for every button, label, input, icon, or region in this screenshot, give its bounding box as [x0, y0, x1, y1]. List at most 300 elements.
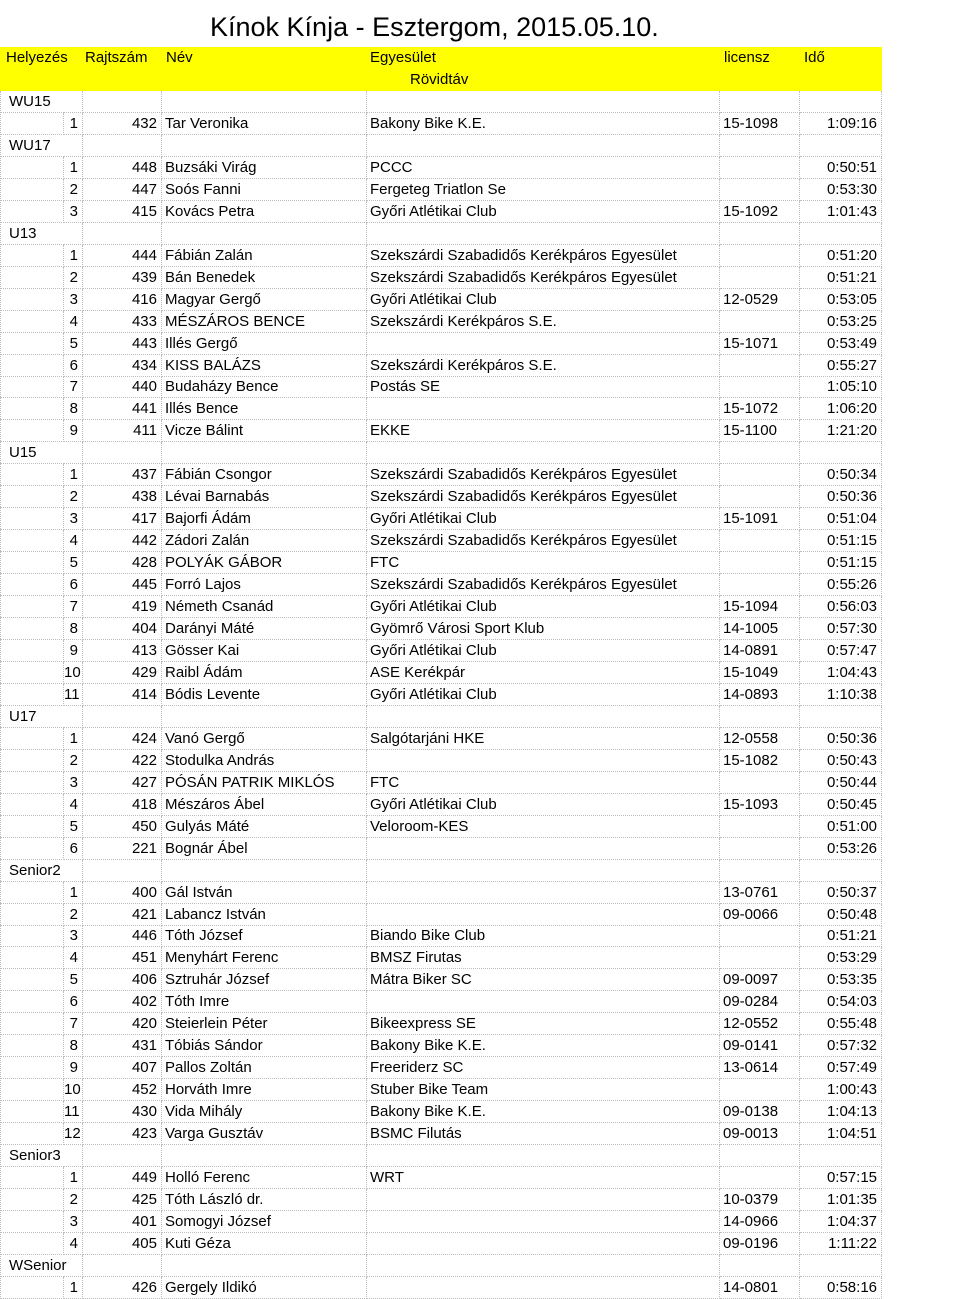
license-cell	[720, 1079, 800, 1101]
club-cell: Biando Bike Club	[367, 925, 720, 947]
name-cell: MÉSZÁROS BENCE	[162, 311, 367, 333]
license-cell: 14-0966	[720, 1211, 800, 1233]
subtitle: Rövidtáv	[410, 71, 469, 88]
name-cell: Vicze Bálint	[162, 420, 367, 442]
results-table	[0, 91, 882, 1299]
name-cell: Vida Mihály	[162, 1101, 367, 1123]
name-cell: Pallos Zoltán	[162, 1057, 367, 1079]
license-cell: 12-0552	[720, 1013, 800, 1035]
bib-cell: 443	[83, 333, 162, 355]
club-cell: Szekszárdi Szabadidős Kerékpáros Egyesület	[367, 486, 720, 508]
bib-cell: 407	[83, 1057, 162, 1079]
rank-cell: 1	[64, 1167, 83, 1189]
empty-cell	[83, 223, 162, 245]
table-row	[0, 355, 882, 377]
empty-cell	[367, 706, 720, 728]
club-cell: Győri Atlétikai Club	[367, 684, 720, 706]
rank-cell: 3	[64, 1211, 83, 1233]
license-cell: 09-0138	[720, 1101, 800, 1123]
name-cell: Horváth Imre	[162, 1079, 367, 1101]
license-cell	[720, 376, 800, 398]
bib-cell: 221	[83, 838, 162, 860]
club-cell: ASE Kerékpár	[367, 662, 720, 684]
club-cell: Szekszárdi Szabadidős Kerékpáros Egyesület	[367, 530, 720, 552]
name-cell: Tóth József	[162, 925, 367, 947]
name-cell: Lévai Barnabás	[162, 486, 367, 508]
subtitle-bar	[0, 69, 882, 91]
empty-cell	[720, 223, 800, 245]
license-cell: 09-0141	[720, 1035, 800, 1057]
category-label: U17	[9, 707, 37, 725]
category-spacer-cell	[0, 289, 64, 311]
license-cell	[720, 772, 800, 794]
empty-cell	[0, 223, 64, 245]
license-cell: 14-0893	[720, 684, 800, 706]
time-cell: 1:06:20	[800, 398, 882, 420]
rank-cell: 12	[64, 1123, 83, 1145]
time-cell: 1:01:43	[800, 201, 882, 223]
time-cell: 1:21:20	[800, 420, 882, 442]
empty-cell	[0, 91, 64, 113]
time-cell: 0:50:44	[800, 772, 882, 794]
license-cell	[720, 179, 800, 201]
table-row	[0, 201, 882, 223]
header-ido: Idő	[804, 49, 825, 66]
name-cell: Fábián Zalán	[162, 245, 367, 267]
club-cell	[367, 333, 720, 355]
name-cell: Tóbiás Sándor	[162, 1035, 367, 1057]
bib-cell: 413	[83, 640, 162, 662]
empty-cell	[0, 706, 64, 728]
category-spacer-cell	[0, 267, 64, 289]
rank-cell: 3	[64, 508, 83, 530]
empty-cell	[367, 91, 720, 113]
name-cell: POLYÁK GÁBOR	[162, 552, 367, 574]
name-cell: Tóth László dr.	[162, 1189, 367, 1211]
category-spacer-cell	[0, 794, 64, 816]
empty-cell	[367, 223, 720, 245]
rank-cell: 1	[64, 464, 83, 486]
bib-cell: 424	[83, 728, 162, 750]
name-cell: Gulyás Máté	[162, 816, 367, 838]
table-row	[0, 882, 882, 904]
bib-cell: 430	[83, 1101, 162, 1123]
bib-cell: 419	[83, 596, 162, 618]
category-row	[0, 223, 882, 245]
empty-cell	[720, 860, 800, 882]
time-cell: 0:51:15	[800, 552, 882, 574]
time-cell: 1:09:16	[800, 113, 882, 135]
category-spacer-cell	[0, 1013, 64, 1035]
empty-cell	[64, 223, 83, 245]
license-cell	[720, 486, 800, 508]
time-cell: 0:50:36	[800, 728, 882, 750]
category-spacer-cell	[0, 508, 64, 530]
empty-cell	[800, 1255, 882, 1277]
club-cell: WRT	[367, 1167, 720, 1189]
category-spacer-cell	[0, 311, 64, 333]
bib-cell: 442	[83, 530, 162, 552]
rank-cell: 6	[64, 991, 83, 1013]
club-cell: Bikeexpress SE	[367, 1013, 720, 1035]
empty-cell	[800, 860, 882, 882]
category-row	[0, 1145, 882, 1167]
rank-cell: 8	[64, 618, 83, 640]
time-cell: 0:50:43	[800, 750, 882, 772]
category-spacer-cell	[0, 201, 64, 223]
time-cell: 0:55:26	[800, 574, 882, 596]
category-spacer-cell	[0, 991, 64, 1013]
time-cell: 1:04:37	[800, 1211, 882, 1233]
rank-cell: 1	[64, 113, 83, 135]
bib-cell: 400	[83, 882, 162, 904]
empty-cell	[367, 135, 720, 157]
license-cell: 13-0761	[720, 882, 800, 904]
bib-cell: 441	[83, 398, 162, 420]
header-nev: Név	[166, 49, 193, 66]
table-row	[0, 464, 882, 486]
category-spacer-cell	[0, 179, 64, 201]
time-cell: 0:50:37	[800, 882, 882, 904]
bib-cell: 428	[83, 552, 162, 574]
bib-cell: 450	[83, 816, 162, 838]
bib-cell: 437	[83, 464, 162, 486]
category-label: U15	[9, 444, 37, 462]
category-spacer-cell	[0, 816, 64, 838]
category-spacer-cell	[0, 925, 64, 947]
license-cell: 15-1100	[720, 420, 800, 442]
time-cell: 0:53:49	[800, 333, 882, 355]
bib-cell: 429	[83, 662, 162, 684]
category-spacer-cell	[0, 750, 64, 772]
empty-cell	[800, 442, 882, 464]
category-spacer-cell	[0, 1189, 64, 1211]
license-cell: 13-0614	[720, 1057, 800, 1079]
empty-cell	[83, 91, 162, 113]
name-cell: Magyar Gergő	[162, 289, 367, 311]
time-cell: 0:50:34	[800, 464, 882, 486]
page-title: Kínok Kínja - Esztergom, 2015.05.10.	[210, 12, 659, 42]
name-cell: Kuti Géza	[162, 1233, 367, 1255]
bib-cell: 416	[83, 289, 162, 311]
license-cell	[720, 267, 800, 289]
bib-cell: 422	[83, 750, 162, 772]
category-spacer-cell	[0, 1211, 64, 1233]
time-cell: 0:50:36	[800, 486, 882, 508]
empty-cell	[64, 1145, 83, 1167]
empty-cell	[0, 1145, 64, 1167]
header-licensz: licensz	[724, 49, 770, 66]
category-spacer-cell	[0, 618, 64, 640]
rank-cell: 9	[64, 640, 83, 662]
name-cell: PÓSÁN PATRIK MIKLÓS	[162, 772, 367, 794]
name-cell: Darányi Máté	[162, 618, 367, 640]
club-cell: Mátra Biker SC	[367, 969, 720, 991]
license-cell	[720, 530, 800, 552]
name-cell: Sztruhár József	[162, 969, 367, 991]
empty-cell	[0, 442, 64, 464]
name-cell: Labancz István	[162, 904, 367, 926]
club-cell: Stuber Bike Team	[367, 1079, 720, 1101]
empty-cell	[64, 1255, 83, 1277]
table-row	[0, 376, 882, 398]
empty-cell	[367, 1255, 720, 1277]
category-row	[0, 706, 882, 728]
club-cell	[367, 1233, 720, 1255]
bib-cell: 439	[83, 267, 162, 289]
category-row	[0, 135, 882, 157]
category-spacer-cell	[0, 376, 64, 398]
rank-cell: 6	[64, 574, 83, 596]
category-spacer-cell	[0, 684, 64, 706]
table-row	[0, 179, 882, 201]
empty-cell	[800, 223, 882, 245]
club-cell: Szekszárdi Kerékpáros S.E.	[367, 355, 720, 377]
empty-cell	[162, 1145, 367, 1167]
empty-cell	[720, 135, 800, 157]
empty-cell	[0, 135, 64, 157]
name-cell: Bódis Levente	[162, 684, 367, 706]
rank-cell: 2	[64, 179, 83, 201]
time-cell: 0:53:26	[800, 838, 882, 860]
table-row	[0, 1123, 882, 1145]
club-cell	[367, 398, 720, 420]
license-cell: 15-1071	[720, 333, 800, 355]
empty-cell	[162, 860, 367, 882]
category-spacer-cell	[0, 640, 64, 662]
license-cell: 09-0196	[720, 1233, 800, 1255]
rank-cell: 5	[64, 333, 83, 355]
time-cell: 1:04:43	[800, 662, 882, 684]
bib-cell: 438	[83, 486, 162, 508]
rank-cell: 5	[64, 816, 83, 838]
empty-cell	[162, 706, 367, 728]
name-cell: Tóth Imre	[162, 991, 367, 1013]
category-row	[0, 442, 882, 464]
empty-cell	[800, 135, 882, 157]
category-spacer-cell	[0, 947, 64, 969]
club-cell: Győri Atlétikai Club	[367, 794, 720, 816]
club-cell: EKKE	[367, 420, 720, 442]
bib-cell: 415	[83, 201, 162, 223]
club-cell: FTC	[367, 552, 720, 574]
table-row	[0, 157, 882, 179]
table-row	[0, 925, 882, 947]
license-cell	[720, 925, 800, 947]
time-cell: 0:57:15	[800, 1167, 882, 1189]
name-cell: Gergely Ildikó	[162, 1277, 367, 1299]
club-cell: Szekszárdi Szabadidős Kerékpáros Egyesület	[367, 574, 720, 596]
category-spacer-cell	[0, 772, 64, 794]
table-row	[0, 1277, 882, 1299]
category-label: U13	[9, 224, 37, 242]
rank-cell: 7	[64, 1013, 83, 1035]
rank-cell: 1	[64, 882, 83, 904]
empty-cell	[83, 860, 162, 882]
rank-cell: 2	[64, 267, 83, 289]
rank-cell: 5	[64, 969, 83, 991]
club-cell: FTC	[367, 772, 720, 794]
time-cell: 1:11:22	[800, 1233, 882, 1255]
empty-cell	[162, 91, 367, 113]
club-cell: Freeriderz SC	[367, 1057, 720, 1079]
time-cell: 0:57:32	[800, 1035, 882, 1057]
time-cell: 1:04:13	[800, 1101, 882, 1123]
club-cell: Győri Atlétikai Club	[367, 201, 720, 223]
club-cell: Szekszárdi Szabadidős Kerékpáros Egyesület	[367, 267, 720, 289]
time-cell: 0:51:04	[800, 508, 882, 530]
rank-cell: 2	[64, 1189, 83, 1211]
category-spacer-cell	[0, 969, 64, 991]
bib-cell: 401	[83, 1211, 162, 1233]
time-cell: 0:53:29	[800, 947, 882, 969]
rank-cell: 6	[64, 838, 83, 860]
table-row	[0, 113, 882, 135]
table-row	[0, 1167, 882, 1189]
license-cell: 14-0891	[720, 640, 800, 662]
club-cell: BSMC Filutás	[367, 1123, 720, 1145]
table-row	[0, 947, 882, 969]
time-cell: 0:53:30	[800, 179, 882, 201]
bib-cell: 449	[83, 1167, 162, 1189]
time-cell: 0:53:25	[800, 311, 882, 333]
time-cell: 0:56:03	[800, 596, 882, 618]
table-row	[0, 772, 882, 794]
bib-cell: 433	[83, 311, 162, 333]
bib-cell: 440	[83, 376, 162, 398]
rank-cell: 5	[64, 552, 83, 574]
license-cell: 12-0558	[720, 728, 800, 750]
club-cell: Szekszárdi Kerékpáros S.E.	[367, 311, 720, 333]
license-cell: 12-0529	[720, 289, 800, 311]
rank-cell: 6	[64, 355, 83, 377]
empty-cell	[800, 91, 882, 113]
table-row	[0, 1057, 882, 1079]
bib-cell: 446	[83, 925, 162, 947]
time-cell: 0:57:47	[800, 640, 882, 662]
license-cell	[720, 355, 800, 377]
category-spacer-cell	[0, 662, 64, 684]
table-row	[0, 508, 882, 530]
category-spacer-cell	[0, 1277, 64, 1299]
category-spacer-cell	[0, 398, 64, 420]
rank-cell: 3	[64, 925, 83, 947]
table-row	[0, 333, 882, 355]
club-cell: Győri Atlétikai Club	[367, 508, 720, 530]
table-row	[0, 662, 882, 684]
club-cell: Bakony Bike K.E.	[367, 1101, 720, 1123]
club-cell: Szekszárdi Szabadidős Kerékpáros Egyesület	[367, 245, 720, 267]
name-cell: Budaházy Bence	[162, 376, 367, 398]
empty-cell	[162, 223, 367, 245]
license-cell: 14-1005	[720, 618, 800, 640]
category-spacer-cell	[0, 486, 64, 508]
empty-cell	[83, 135, 162, 157]
bib-cell: 426	[83, 1277, 162, 1299]
time-cell: 0:51:00	[800, 816, 882, 838]
bib-cell: 448	[83, 157, 162, 179]
club-cell	[367, 882, 720, 904]
name-cell: Menyhárt Ferenc	[162, 947, 367, 969]
license-cell	[720, 157, 800, 179]
license-cell	[720, 1167, 800, 1189]
rank-cell: 11	[64, 684, 83, 706]
license-cell: 09-0284	[720, 991, 800, 1013]
license-cell: 09-0097	[720, 969, 800, 991]
category-label: Senior3	[9, 1147, 61, 1165]
time-cell: 0:53:35	[800, 969, 882, 991]
table-row	[0, 267, 882, 289]
club-cell	[367, 1189, 720, 1211]
empty-cell	[367, 860, 720, 882]
time-cell: 0:50:51	[800, 157, 882, 179]
rank-cell: 2	[64, 486, 83, 508]
column-header-row	[0, 47, 882, 69]
club-cell: Győri Atlétikai Club	[367, 640, 720, 662]
table-row	[0, 816, 882, 838]
time-cell: 1:01:35	[800, 1189, 882, 1211]
club-cell: Gyömrő Városi Sport Klub	[367, 618, 720, 640]
bib-cell: 447	[83, 179, 162, 201]
name-cell: Illés Bence	[162, 398, 367, 420]
rank-cell: 1	[64, 1277, 83, 1299]
license-cell: 15-1093	[720, 794, 800, 816]
table-row	[0, 1211, 882, 1233]
category-spacer-cell	[0, 882, 64, 904]
license-cell: 15-1091	[720, 508, 800, 530]
bib-cell: 418	[83, 794, 162, 816]
license-cell	[720, 816, 800, 838]
license-cell: 09-0066	[720, 904, 800, 926]
name-cell: Zádori Zalán	[162, 530, 367, 552]
empty-cell	[367, 1145, 720, 1167]
category-spacer-cell	[0, 904, 64, 926]
table-row	[0, 1013, 882, 1035]
table-row	[0, 552, 882, 574]
name-cell: Tar Veronika	[162, 113, 367, 135]
category-spacer-cell	[0, 1233, 64, 1255]
time-cell: 0:57:30	[800, 618, 882, 640]
time-cell: 0:50:48	[800, 904, 882, 926]
category-spacer-cell	[0, 420, 64, 442]
category-label: WU17	[9, 136, 51, 154]
license-cell: 15-1082	[720, 750, 800, 772]
name-cell: Kovács Petra	[162, 201, 367, 223]
rank-cell: 3	[64, 772, 83, 794]
license-cell: 15-1049	[720, 662, 800, 684]
bib-cell: 427	[83, 772, 162, 794]
table-row	[0, 728, 882, 750]
bib-cell: 411	[83, 420, 162, 442]
name-cell: Raibl Ádám	[162, 662, 367, 684]
name-cell: Illés Gergő	[162, 333, 367, 355]
category-spacer-cell	[0, 574, 64, 596]
bib-cell: 444	[83, 245, 162, 267]
rank-cell: 10	[64, 1079, 83, 1101]
empty-cell	[720, 706, 800, 728]
category-spacer-cell	[0, 245, 64, 267]
category-spacer-cell	[0, 333, 64, 355]
category-spacer-cell	[0, 464, 64, 486]
category-spacer-cell	[0, 1101, 64, 1123]
bib-cell: 402	[83, 991, 162, 1013]
rank-cell: 1	[64, 245, 83, 267]
name-cell: Németh Csanád	[162, 596, 367, 618]
name-cell: Somogyi József	[162, 1211, 367, 1233]
bib-cell: 405	[83, 1233, 162, 1255]
license-cell: 10-0379	[720, 1189, 800, 1211]
bib-cell: 404	[83, 618, 162, 640]
